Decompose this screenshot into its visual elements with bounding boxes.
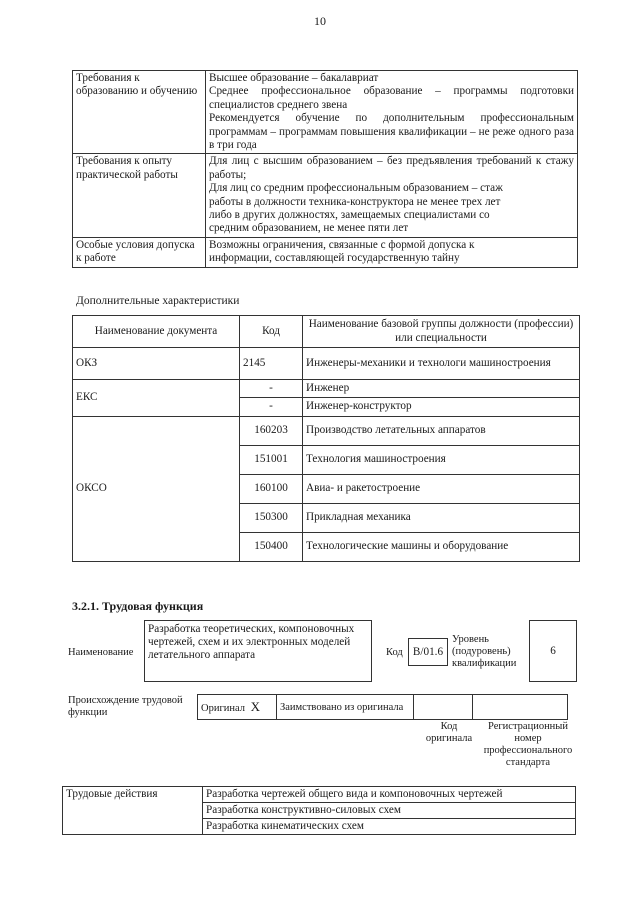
requirement-content (206, 71, 578, 154)
requirement-line: Для лиц со средним профессиональным образованием – стаж работы в должности техника-конструктора не менее трех лет либо в других должностях, замещаемых специалистами со средним образованием, не менее пяти лет (209, 182, 503, 235)
code-cell: 151001 (240, 445, 303, 474)
table-row (73, 348, 580, 380)
code-cell: 160100 (240, 474, 303, 503)
code-cell: - (240, 380, 303, 398)
labor-actions-label: Трудовые действия (63, 787, 203, 835)
header-group-name: Наименование базовой группы должности (профессии) или специальности (303, 316, 580, 348)
table-row (73, 380, 580, 398)
labor-action-item: Разработка чертежей общего вида и компоновочных чертежей (203, 787, 576, 803)
level-value-box: 6 (529, 620, 577, 682)
requirement-label: Особые условия допуска к работе (73, 237, 206, 267)
origin-row (198, 695, 568, 720)
group-name: Авиа- и ракетостроение (303, 474, 580, 503)
code-cell: 150300 (240, 503, 303, 532)
group-name: Технологические машины и оборудование (303, 532, 580, 561)
requirement-line: Среднее профессиональное образование – программы подготовки специалистов среднего звена (209, 85, 574, 111)
group-name: Технология машиностроения (303, 445, 580, 474)
characteristics-table (72, 315, 580, 562)
requirements-row-special-conditions (73, 237, 578, 267)
origin-label: Происхождение трудовой функции (68, 695, 183, 718)
original-cell (198, 695, 277, 720)
reg-number-cell (473, 695, 568, 720)
additional-characteristics-title: Дополнительные характеристики (76, 295, 240, 307)
document-name: ОКСО (73, 416, 240, 561)
requirement-line: Для лиц с высшим образованием – без предъявления требований к стажу работы; (209, 155, 574, 181)
origin-table (197, 694, 568, 720)
code-cell: 150400 (240, 532, 303, 561)
original-mark: X (250, 699, 261, 714)
section-title: 3.2.1. Трудовая функция (72, 599, 204, 613)
function-name-box: Разработка теоретических, компоновочных чертежей, схем и их электронных моделей летательного аппарата (144, 620, 372, 682)
header-document-name: Наименование документа (73, 316, 240, 348)
labor-actions-table (62, 786, 576, 835)
characteristics-header-row (73, 316, 580, 348)
requirement-content (206, 154, 578, 237)
requirement-label: Требования к образованию и обучению (73, 71, 206, 154)
name-label: Наименование (68, 647, 134, 658)
group-name: Инженер (303, 380, 580, 398)
requirements-table (72, 70, 578, 268)
level-label: Уровень (подуровень) квалификации (452, 634, 517, 669)
group-name: Прикладная механика (303, 503, 580, 532)
requirement-content (206, 237, 578, 267)
requirements-row-education (73, 71, 578, 154)
code-cell: 2145 (240, 348, 303, 380)
table-row (63, 787, 576, 803)
group-name: Инженер-конструктор (303, 398, 580, 416)
reg-number-caption: Регистрационный номер профессионального стандарта (483, 721, 573, 768)
group-name: Производство летательных аппаратов (303, 416, 580, 445)
requirement-label: Требования к опыту практической работы (73, 154, 206, 237)
requirements-row-experience (73, 154, 578, 237)
requirement-line: Высшее образование – бакалавриат (209, 72, 379, 84)
header-code: Код (240, 316, 303, 348)
requirement-line: Рекомендуется обучение по дополнительным профессиональным программам – программам повышения квалификации – не реже одного раза в три года (209, 112, 574, 152)
code-cell: 160203 (240, 416, 303, 445)
document-name: ОКЗ (73, 348, 240, 380)
code-cell: - (240, 398, 303, 416)
page-number: 10 (314, 14, 326, 28)
group-name: Инженеры-механики и технологи машиностроения (303, 348, 580, 380)
origin-code-cell (414, 695, 473, 720)
document-name: ЕКС (73, 380, 240, 417)
origin-code-caption: Код оригинала (425, 721, 473, 744)
code-label: Код (386, 647, 403, 658)
requirement-line: Возможны ограничения, связанные с формой допуска к информации, составляющей государственную тайну (209, 238, 475, 265)
labor-action-item: Разработка кинематических схем (203, 819, 576, 835)
labor-action-item: Разработка конструктивно-силовых схем (203, 803, 576, 819)
table-row (73, 416, 580, 445)
function-code-box: B/01.6 (408, 638, 448, 666)
original-label: Оригинал (201, 703, 245, 714)
borrowed-cell: Заимствовано из оригинала (277, 695, 414, 720)
